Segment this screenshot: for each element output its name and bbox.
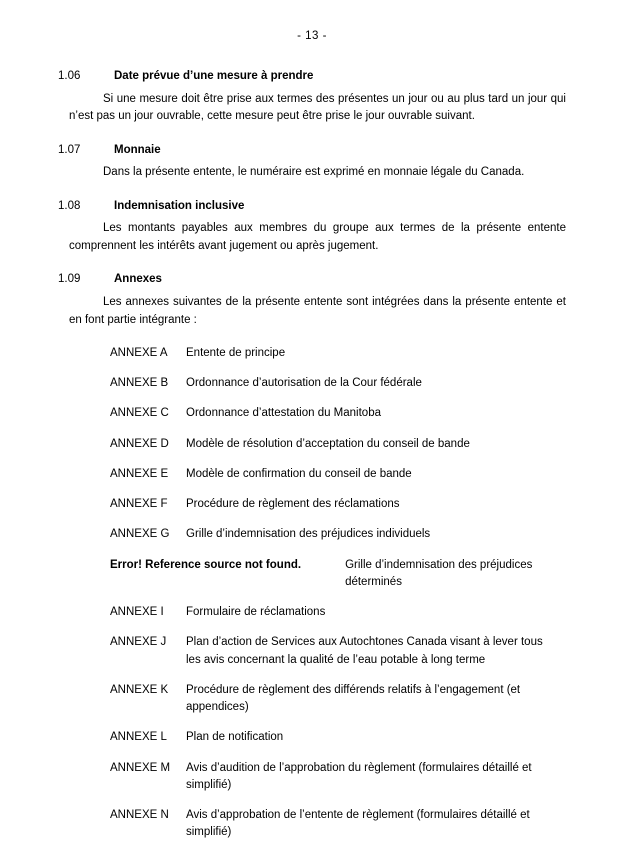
section-heading (58, 68, 566, 85)
paragraph-text: Les annexes suivantes de la présente entente sont intégrées dans la présente entente et en font partie intégrante : (69, 296, 566, 326)
annex-description: Plan de notification (186, 731, 284, 744)
annex-description: Grille d’indemnisation des préjudices individuels (186, 528, 431, 541)
annex-label: ANNEXE J (110, 636, 167, 649)
annex-label: ANNEXE N (110, 809, 169, 822)
annex-label: ANNEXE C (110, 407, 169, 420)
annex-description: Plan d’action de Services aux Autochtones Canada visant à lever tous les avis concernant la qualité de l’eau potable à long terme (186, 636, 543, 666)
annex-label: ANNEXE E (110, 467, 169, 480)
page-number: - 13 - (297, 30, 327, 42)
annex-item (110, 634, 566, 669)
annex-description: Modèle de confirmation du conseil de bande (186, 467, 412, 480)
annex-item (110, 682, 566, 717)
section-1-06 (58, 68, 566, 126)
annex-item (110, 496, 566, 513)
annex-item (110, 807, 566, 842)
section-number: 1.07 (58, 143, 81, 156)
annex-label: ANNEXE F (110, 498, 168, 511)
annex-description: Modèle de résolution d’acceptation du conseil de bande (186, 437, 470, 450)
section-title: Monnaie (114, 143, 161, 156)
annex-label: ANNEXE B (110, 377, 169, 390)
annex-list (58, 345, 566, 842)
section-1-07 (58, 142, 566, 182)
section-1-09 (58, 271, 566, 329)
section-number: 1.09 (58, 273, 81, 286)
annex-item (110, 526, 566, 543)
annex-description: Ordonnance d’attestation du Manitoba (186, 407, 381, 420)
section-title: Date prévue d’une mesure à prendre (114, 70, 314, 82)
annex-label: ANNEXE K (110, 683, 169, 696)
annex-item (110, 436, 566, 453)
annex-label: ANNEXE M (110, 761, 171, 774)
annex-description: Avis d’audition de l’approbation du règlement (formulaires détaillé et simplifié) (186, 761, 532, 791)
annex-item (110, 466, 566, 483)
paragraph-text: Si une mesure doit être prise aux termes des présentes un jour ou au plus tard un jour qui n’est pas un jour ouvrable, cette mesure peut être prise le jour ouvrable suivant. (69, 92, 566, 123)
annex-description: Procédure de règlement des réclamations (186, 498, 400, 511)
annex-label: ANNEXE D (110, 437, 169, 450)
annex-label: ANNEXE G (110, 528, 170, 541)
section-heading (58, 142, 566, 159)
section-paragraph (58, 294, 566, 329)
annex-description: Ordonnance d’autorisation de la Cour fédérale (186, 377, 422, 390)
section-heading (58, 271, 566, 288)
section-title: Indemnisation inclusive (114, 199, 245, 212)
annex-description: Grille d’indemnisation des préjudices déterminés (345, 558, 533, 588)
section-paragraph (58, 91, 566, 126)
section-1-08 (58, 198, 566, 256)
annex-item (110, 345, 566, 362)
section-paragraph (58, 164, 566, 181)
section-number: 1.08 (58, 199, 81, 212)
section-paragraph (58, 220, 566, 255)
section-title: Annexes (114, 273, 162, 286)
annex-label: ANNEXE I (110, 606, 164, 619)
annex-description: Entente de principe (186, 346, 286, 359)
annex-label: ANNEXE L (110, 731, 167, 744)
annex-item (110, 375, 566, 392)
paragraph-text: Dans la présente entente, le numéraire est exprimé en monnaie légale du Canada. (103, 166, 525, 179)
annex-item (110, 729, 566, 746)
section-number: 1.06 (58, 70, 81, 82)
annex-description: Formulaire de réclamations (186, 606, 326, 619)
annex-item (110, 604, 566, 621)
annex-label-error: Error! Reference source not found. (110, 558, 302, 571)
annex-description: Avis d’approbation de l’entente de règlement (formulaires détaillé et simplifié) (186, 809, 530, 839)
section-heading (58, 198, 566, 215)
annex-description: Procédure de règlement des différends relatifs à l’engagement (et appendices) (186, 683, 521, 714)
annex-label: ANNEXE A (110, 346, 168, 359)
annex-item (110, 760, 566, 795)
paragraph-text: Les montants payables aux membres du groupe aux termes de la présente entente comprennent les intérêts avant jugement ou après jugement. (69, 222, 566, 252)
annex-item (110, 405, 566, 422)
annex-item-error-reference (110, 557, 566, 592)
